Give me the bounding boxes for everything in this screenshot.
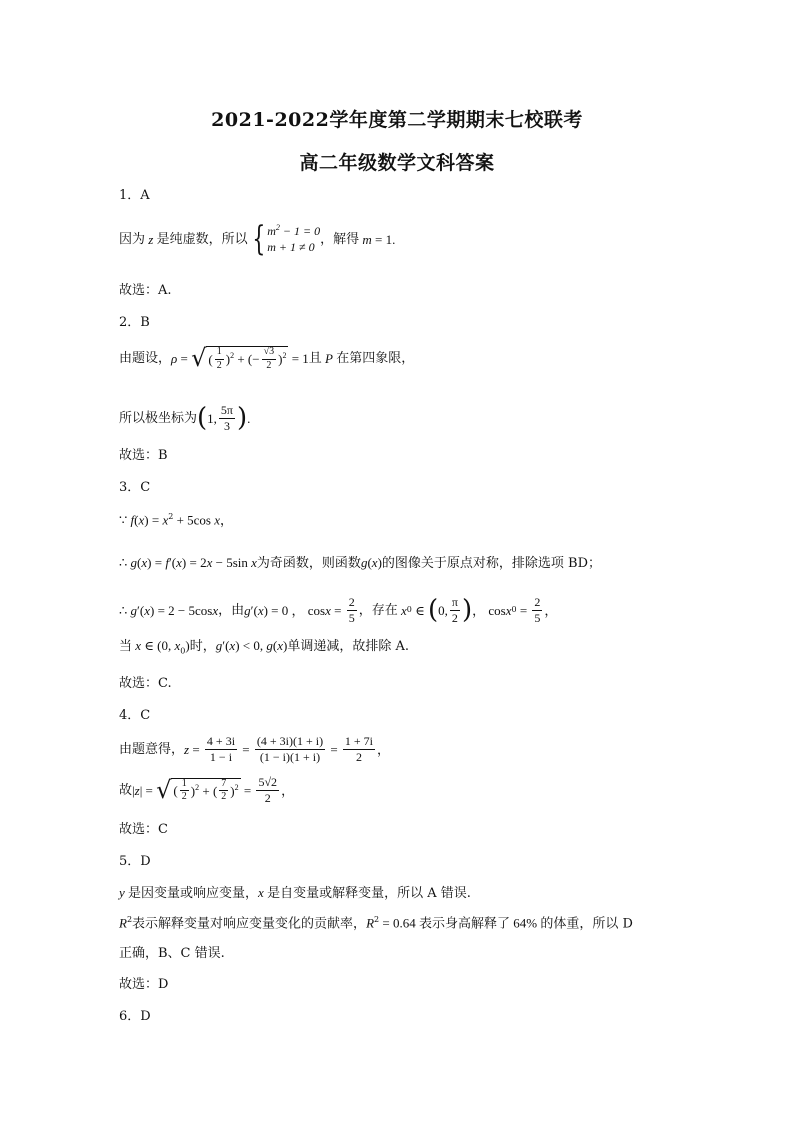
q4-line1: 由题意得， z = $\frac{4 + 3i}{1 - i}$ = $\frac{(4 + 3i)(1 + i)}{(1 - i)(1 + i)}$ = $\frac{1 + 7i}{2}$ ， bbox=[119, 734, 391, 764]
q2-answer: 故选：B bbox=[119, 448, 168, 463]
q1-equation-system: { $m^2 - 1 = 0$ m + 1 ≠ 0 bbox=[251, 219, 321, 259]
q3-line4: 当 x ∈ (0, $x_0$)时，g′(x) < 0, g(x)单调递减，故排除 A. bbox=[119, 638, 409, 656]
q2-header: 2．B bbox=[119, 315, 150, 330]
q4-radical: √ ( $\frac{1}{2}$ )$^2$ + ( $\frac{7}{2}$ )$^2$ bbox=[156, 775, 239, 804]
q6-header: 6．D bbox=[119, 1009, 151, 1024]
document-title: 2021-2022学年度第二学期期末七校联考 bbox=[211, 109, 583, 131]
document-subtitle: 高二年级数学文科答案 bbox=[299, 152, 495, 174]
q1-header: 1．A bbox=[119, 188, 150, 203]
q2-polar: 所以极坐标为 ( 1, $\frac{5\pi}{3}$ ) . bbox=[119, 403, 251, 434]
q3-line2: ∴ g(x) = f′(x) = 2x − 5sin x为奇函数，则函数g(x)的图像关于原点对称，排除选项 BD； bbox=[119, 555, 602, 571]
q1-answer: 故选：A. bbox=[119, 283, 172, 298]
q4-answer: 故选：C bbox=[119, 822, 168, 837]
q2-solution: 由题设， ρ = √ ( $\frac{1}{2}$ )$^2$ + (− $\frac{√3}{2}$ )$^2$ = 1 且 P 在第四象限， bbox=[119, 344, 415, 372]
q4-line2: 故 | z | = √ ( $\frac{1}{2}$ )$^2$ + ( $\frac{7}{2}$ )$^2$ = $\frac{5√2}{2}$ ， bbox=[119, 775, 295, 805]
q3-header: 3．C bbox=[119, 480, 151, 495]
q2-radical: √ ( $\frac{1}{2}$ )$^2$ + (− $\frac{√3}{2}$ )$^2$ bbox=[191, 344, 287, 372]
q3-line3: ∴ g ′( x ) = 2 − 5cos x ，由 g ′( x ) = 0 ， cos x = $\frac{2}{5}$ ，存在 x 0 ∈ ( 0, $\frac{\pi}{2}$ ) ， cos x 0 = $\frac{2}{5}$ ， bbox=[119, 595, 558, 626]
q5-line3: 正确，B、C 错误. bbox=[119, 946, 225, 961]
q5-header: 5．D bbox=[119, 854, 151, 869]
q3-line1: ∵ $f(x) = x^2 + 5\cos$ x， bbox=[119, 512, 234, 528]
q5-line1: y 是因变量或响应变量，x 是自变量或解释变量，所以 A 错误. bbox=[119, 885, 471, 901]
q5-line2: $R^2$表示解释变量对响应变量变化的贡献率，$R^2 = 0.64$ 表示身高解释了 64% 的体重，所以 D bbox=[119, 915, 633, 932]
q3-answer: 故选：C. bbox=[119, 676, 172, 691]
q5-answer: 故选：D bbox=[119, 977, 169, 992]
q1-solution: 因为 z 是纯虚数，所以 { $m^2 - 1 = 0$ m + 1 ≠ 0 ，解得 m = 1. bbox=[119, 219, 396, 259]
q4-header: 4．C bbox=[119, 708, 151, 723]
